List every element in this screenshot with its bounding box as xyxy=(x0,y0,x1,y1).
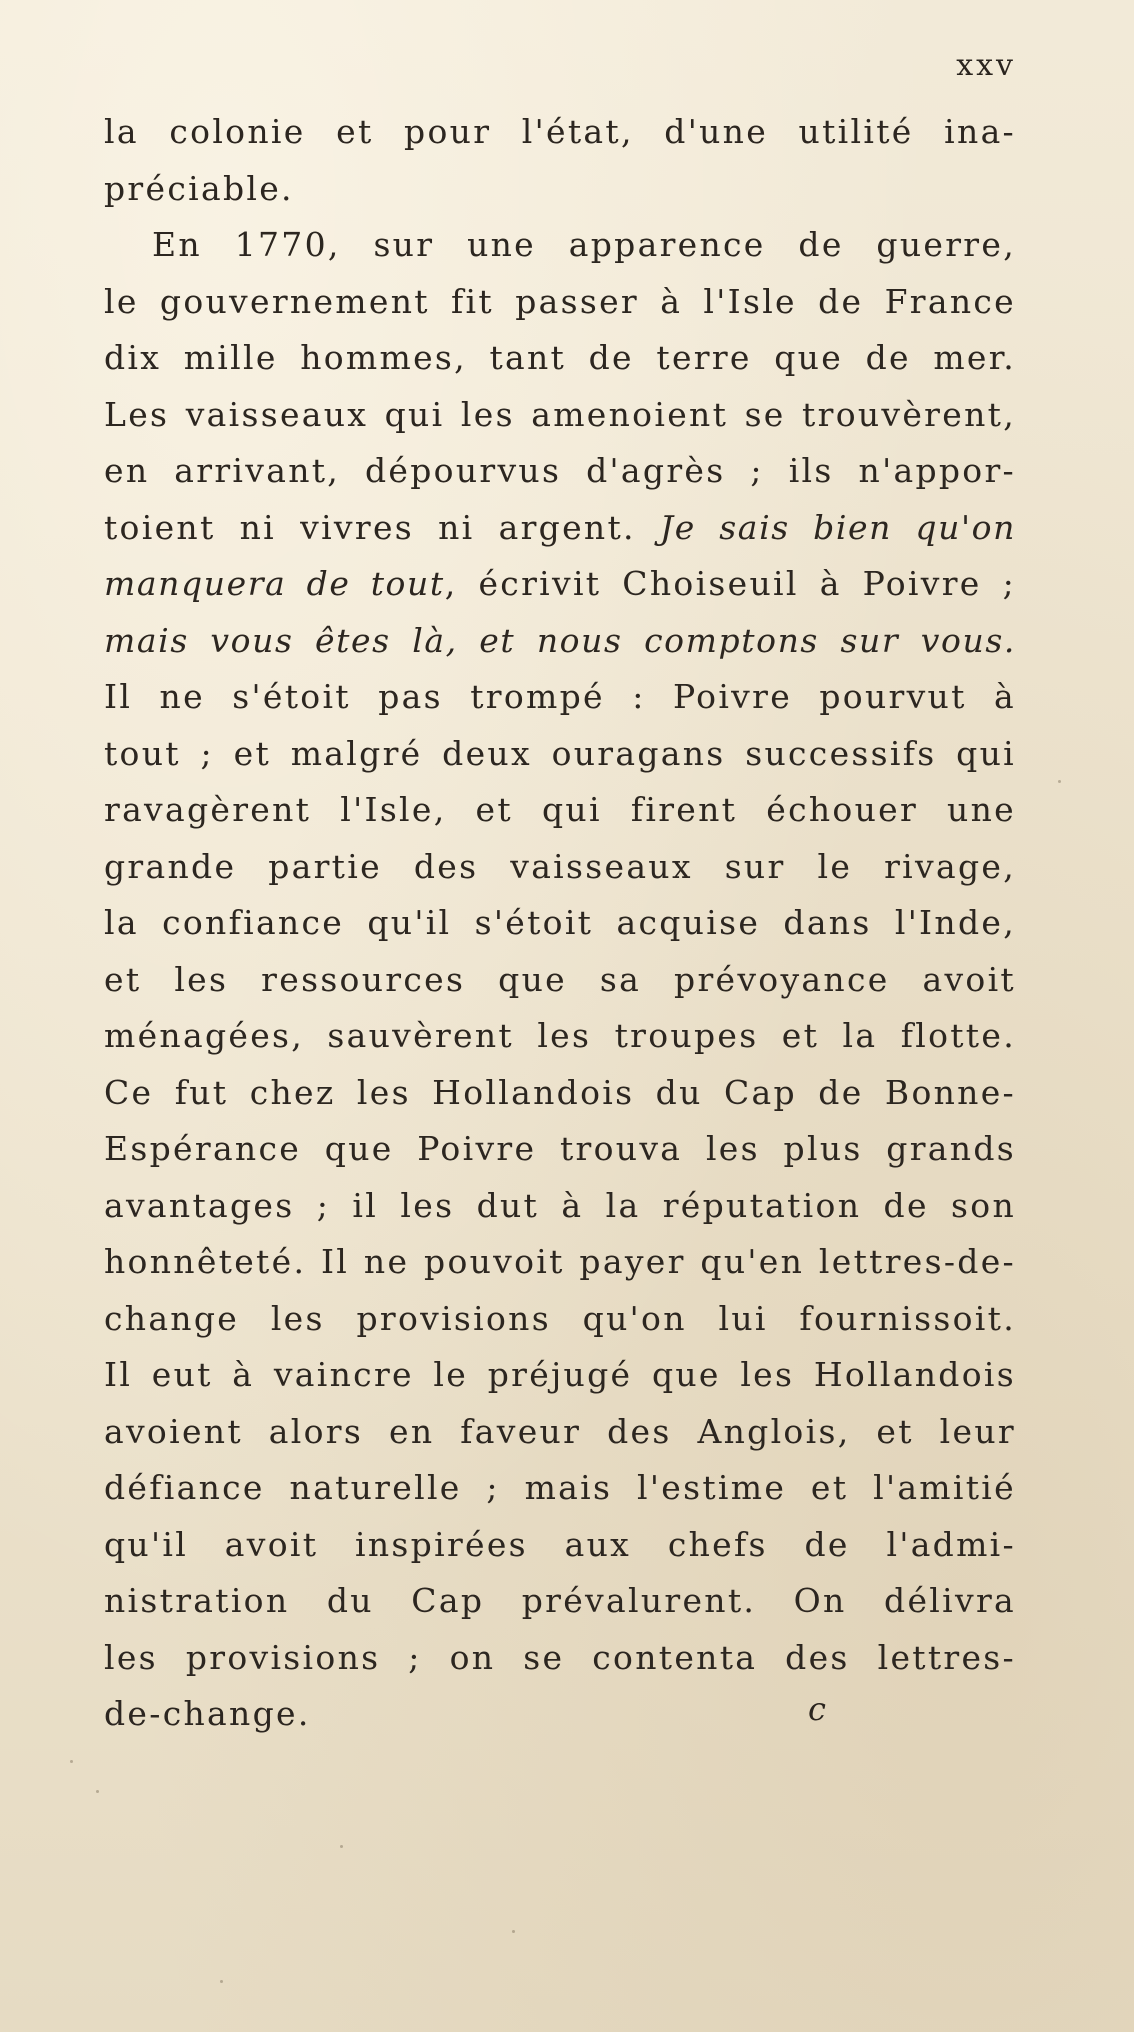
text-line: change les provisions qu'on lui fournissoit. xyxy=(104,1298,1016,1338)
text-line: manquera de tout, écrivit Choiseuil à Poivre ; xyxy=(104,564,1016,603)
text-line: la confiance qu'il s'étoit acquise dans l'Inde, xyxy=(104,903,1016,942)
text-line: ménagées, sauvèrent les troupes et la flotte. xyxy=(104,1016,1016,1055)
signature-mark: c xyxy=(808,1690,826,1728)
body-text xyxy=(104,104,1016,1743)
paper-speck xyxy=(512,1930,515,1933)
paper-speck xyxy=(70,1760,73,1763)
text-line: préciable. xyxy=(104,168,294,208)
text-line: tout ; et malgré deux ouragans successifs qui xyxy=(104,733,1016,773)
text-line: avantages ; il les dut à la réputation de son xyxy=(104,1185,1016,1225)
text-line: Les vaisseaux qui les amenoient se trouvèrent, xyxy=(104,394,1016,434)
text-line: la colonie et pour l'état, d'une utilité ina- xyxy=(104,112,1016,151)
text-line: avoient alors en faveur des Anglois, et leur xyxy=(104,1411,1016,1451)
text-line: Il eut à vaincre le préjugé que les Hollandois xyxy=(104,1355,1016,1394)
paper-speck xyxy=(1058,780,1061,783)
text-line: qu'il avoit inspirées aux chefs de l'admi- xyxy=(104,1524,1016,1564)
text-line xyxy=(104,613,1016,670)
paper-speck xyxy=(220,1980,223,1983)
text-line: grande partie des vaisseaux sur le rivage, xyxy=(104,846,1016,886)
page-number: xxv xyxy=(956,48,1016,83)
italic-quote: Je sais bien qu'on xyxy=(659,507,1016,547)
text-line: nistration du Cap prévalurent. On délivra xyxy=(104,1581,1016,1620)
text-line: les provisions ; on se contenta des lettres- xyxy=(104,1637,1016,1677)
italic-quote: manquera de tout xyxy=(104,564,445,603)
text-line: de-change. xyxy=(104,1694,311,1733)
text-line: Espérance que Poivre trouva les plus grands xyxy=(104,1129,1016,1168)
text-line: défiance naturelle ; mais l'estime et l'amitié xyxy=(104,1468,1016,1507)
text-line: Ce fut chez les Hollandois du Cap de Bonne- xyxy=(104,1072,1016,1112)
text-line: dix mille hommes, tant de terre que de mer. xyxy=(104,338,1016,377)
paragraph-start-line: En 1770, sur une apparence de guerre, xyxy=(152,225,1016,264)
text-line: en arrivant, dépourvus d'agrès ; ils n'appor- xyxy=(104,451,1016,490)
text-line: et les ressources que sa prévoyance avoit xyxy=(104,959,1016,999)
text-line: ravagèrent l'Isle, et qui firent échouer une xyxy=(104,790,1016,829)
paper-speck xyxy=(96,1790,99,1793)
text-line: Il ne s'étoit pas trompé : Poivre pourvut à xyxy=(104,677,1016,716)
text-line: honnêteté. Il ne pouvoit payer qu'en lettres-de- xyxy=(104,1242,1016,1281)
text-line: toient ni vivres ni argent. Je sais bien qu'on xyxy=(104,507,1016,547)
italic-quote: mais vous êtes là, et nous comptons sur vous. xyxy=(104,620,1016,660)
text-line: le gouvernement fit passer à l'Isle de France xyxy=(104,281,1016,321)
paper-speck xyxy=(340,1845,343,1848)
